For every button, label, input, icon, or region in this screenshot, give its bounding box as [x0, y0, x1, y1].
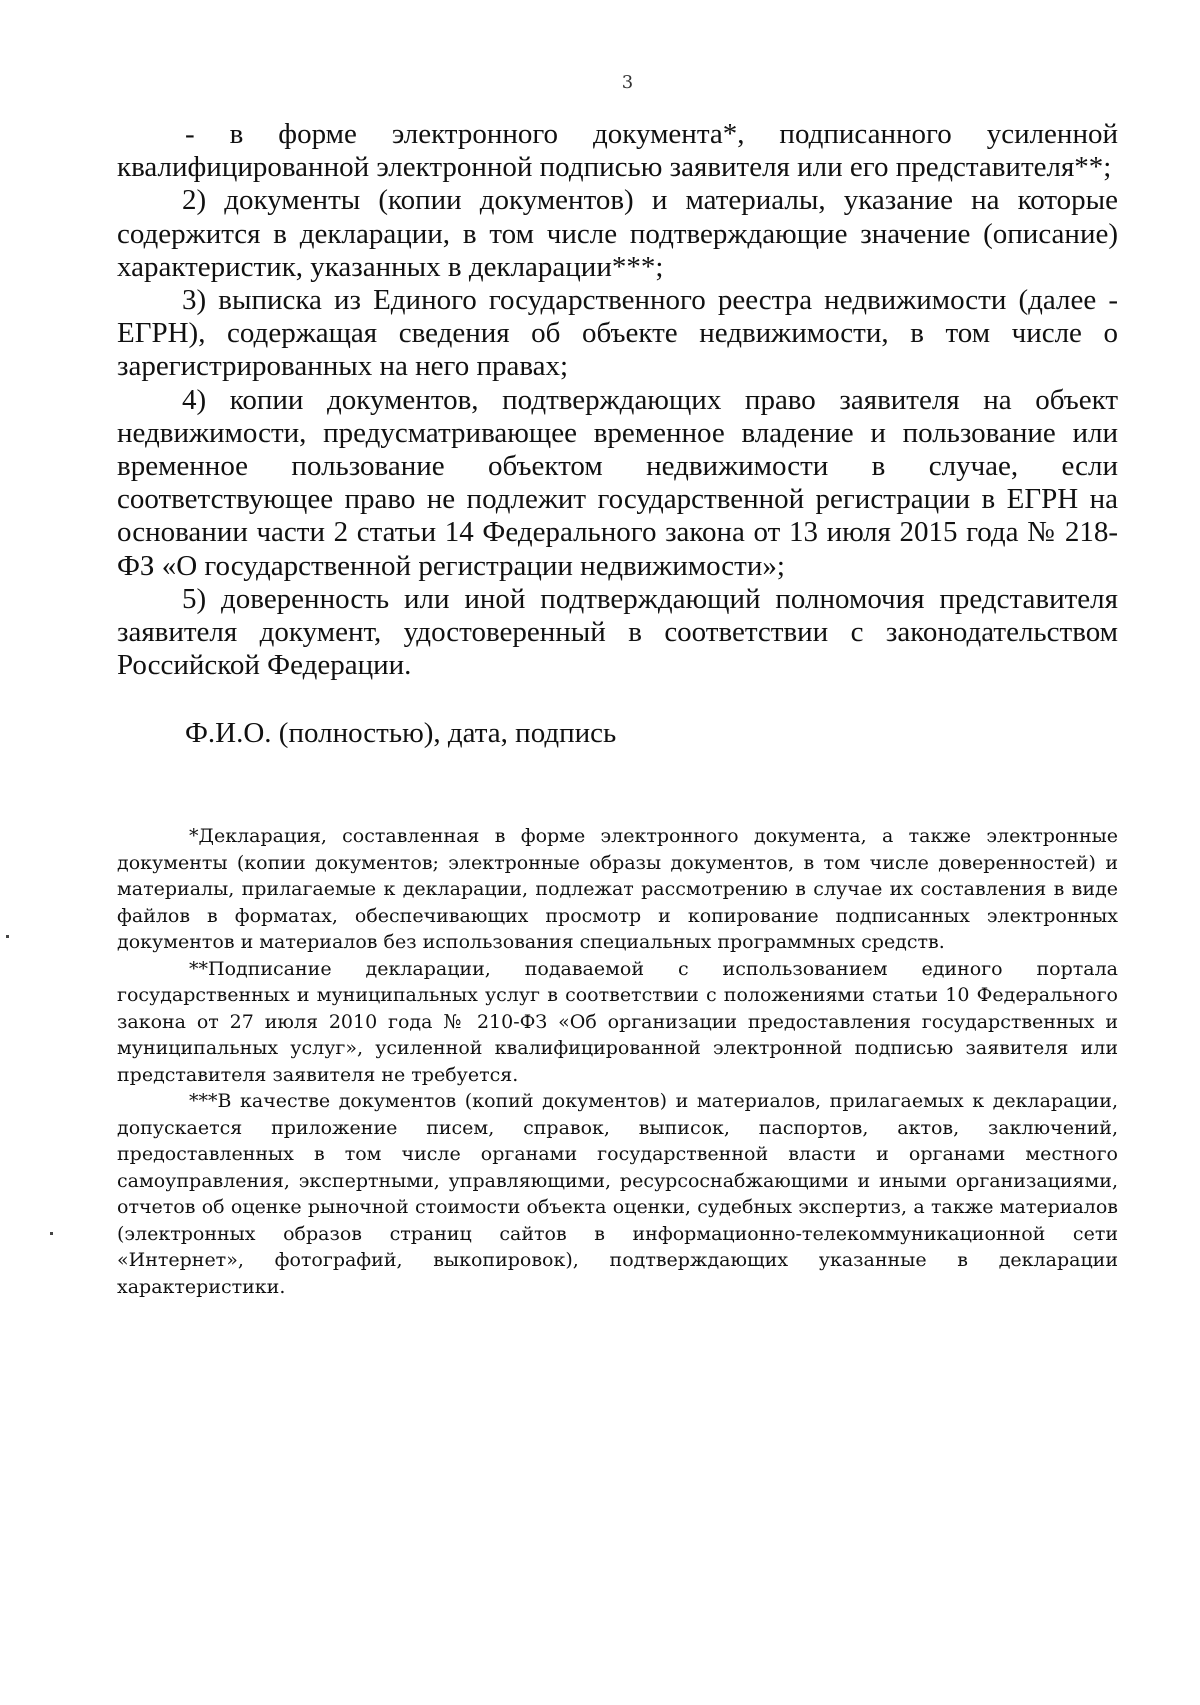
signature-line: Ф.И.О. (полностью), дата, подпись	[185, 717, 617, 750]
scan-speck	[6, 935, 9, 938]
paragraph-item-2: 2) документы (копии документов) и материалы, указание на которые содержится в декларации, в том числе подтверждающие значение (описание) характеристик, указанных в декларации***;	[117, 184, 1118, 283]
paragraph-item-3: 3) выписка из Единого государственного реестра недвижимости (далее - ЕГРН), содержащая сведения об объекте недвижимости, в том числе о зарегистрированных на него правах;	[117, 284, 1118, 383]
scan-speck	[50, 1232, 53, 1235]
page-number: 3	[621, 72, 634, 93]
footnote-3: ***В качестве документов (копий документов) и материалов, прилагаемых к декларации, допускается приложение писем, справок, выписок, паспортов, актов, заключений, предоставленных в том числе органами государственной власти и органами местного самоуправления, экспертными, управляющими, ресурсоснабжающими и иными организациями, отчетов об оценке рыночной стоимости объекта оценки, судебных экспертиз, а также материалов (электронных образов страниц сайтов в информационно-телекоммуникационной сети «Интернет», фотографий, выкопировок), подтверждающих указанные в декларации характеристики.	[117, 1090, 1118, 1298]
paragraph-item-5: 5) доверенность или иной подтверждающий полномочия представителя заявителя документ, удостоверенный в соответствии с законодательством Российской Федерации.	[117, 582, 1118, 682]
document-body	[117, 118, 1118, 1300]
footnotes	[117, 823, 1118, 1300]
footnote-1: *Декларация, составленная в форме электронного документа, а также электронные документы (копии документов; электронные образы документов, в том числе доверенностей) и материалы, прилагаемые к декларации, подлежат рассмотрению в случае их составления в виде файлов в форматах, обеспечивающих просмотр и копирование подписанных электронных документов и материалов без использования специальных программных средств.	[117, 825, 1118, 954]
footnote-2: **Подписание декларации, подаваемой с использованием единого портала государственных и муниципальных услуг в соответствии с положениями статьи 10 Федерального закона от 27 июля 2010 года № 210-ФЗ «Об организации предоставления государственных и муниципальных услуг», усиленной квалифицированной электронной подписью заявителя или представителя заявителя не требуется.	[117, 957, 1118, 1086]
main-text	[117, 118, 1118, 682]
paragraph-item-4: 4) копии документов, подтверждающих право заявителя на объект недвижимости, предусматривающее временное владение и пользование или временное пользование объектом недвижимости в случае, если соответствующее право не подлежит государственной регистрации в ЕГРН на основании части 2 статьи 14 Федерального закона от 13 июля 2015 года № 218-ФЗ «О государственной регистрации недвижимости»;	[117, 383, 1118, 582]
paragraph-electronic-form: - в форме электронного документа*, подписанного усиленной квалифицированной электронной подписью заявителя или его представителя**;	[117, 118, 1118, 184]
